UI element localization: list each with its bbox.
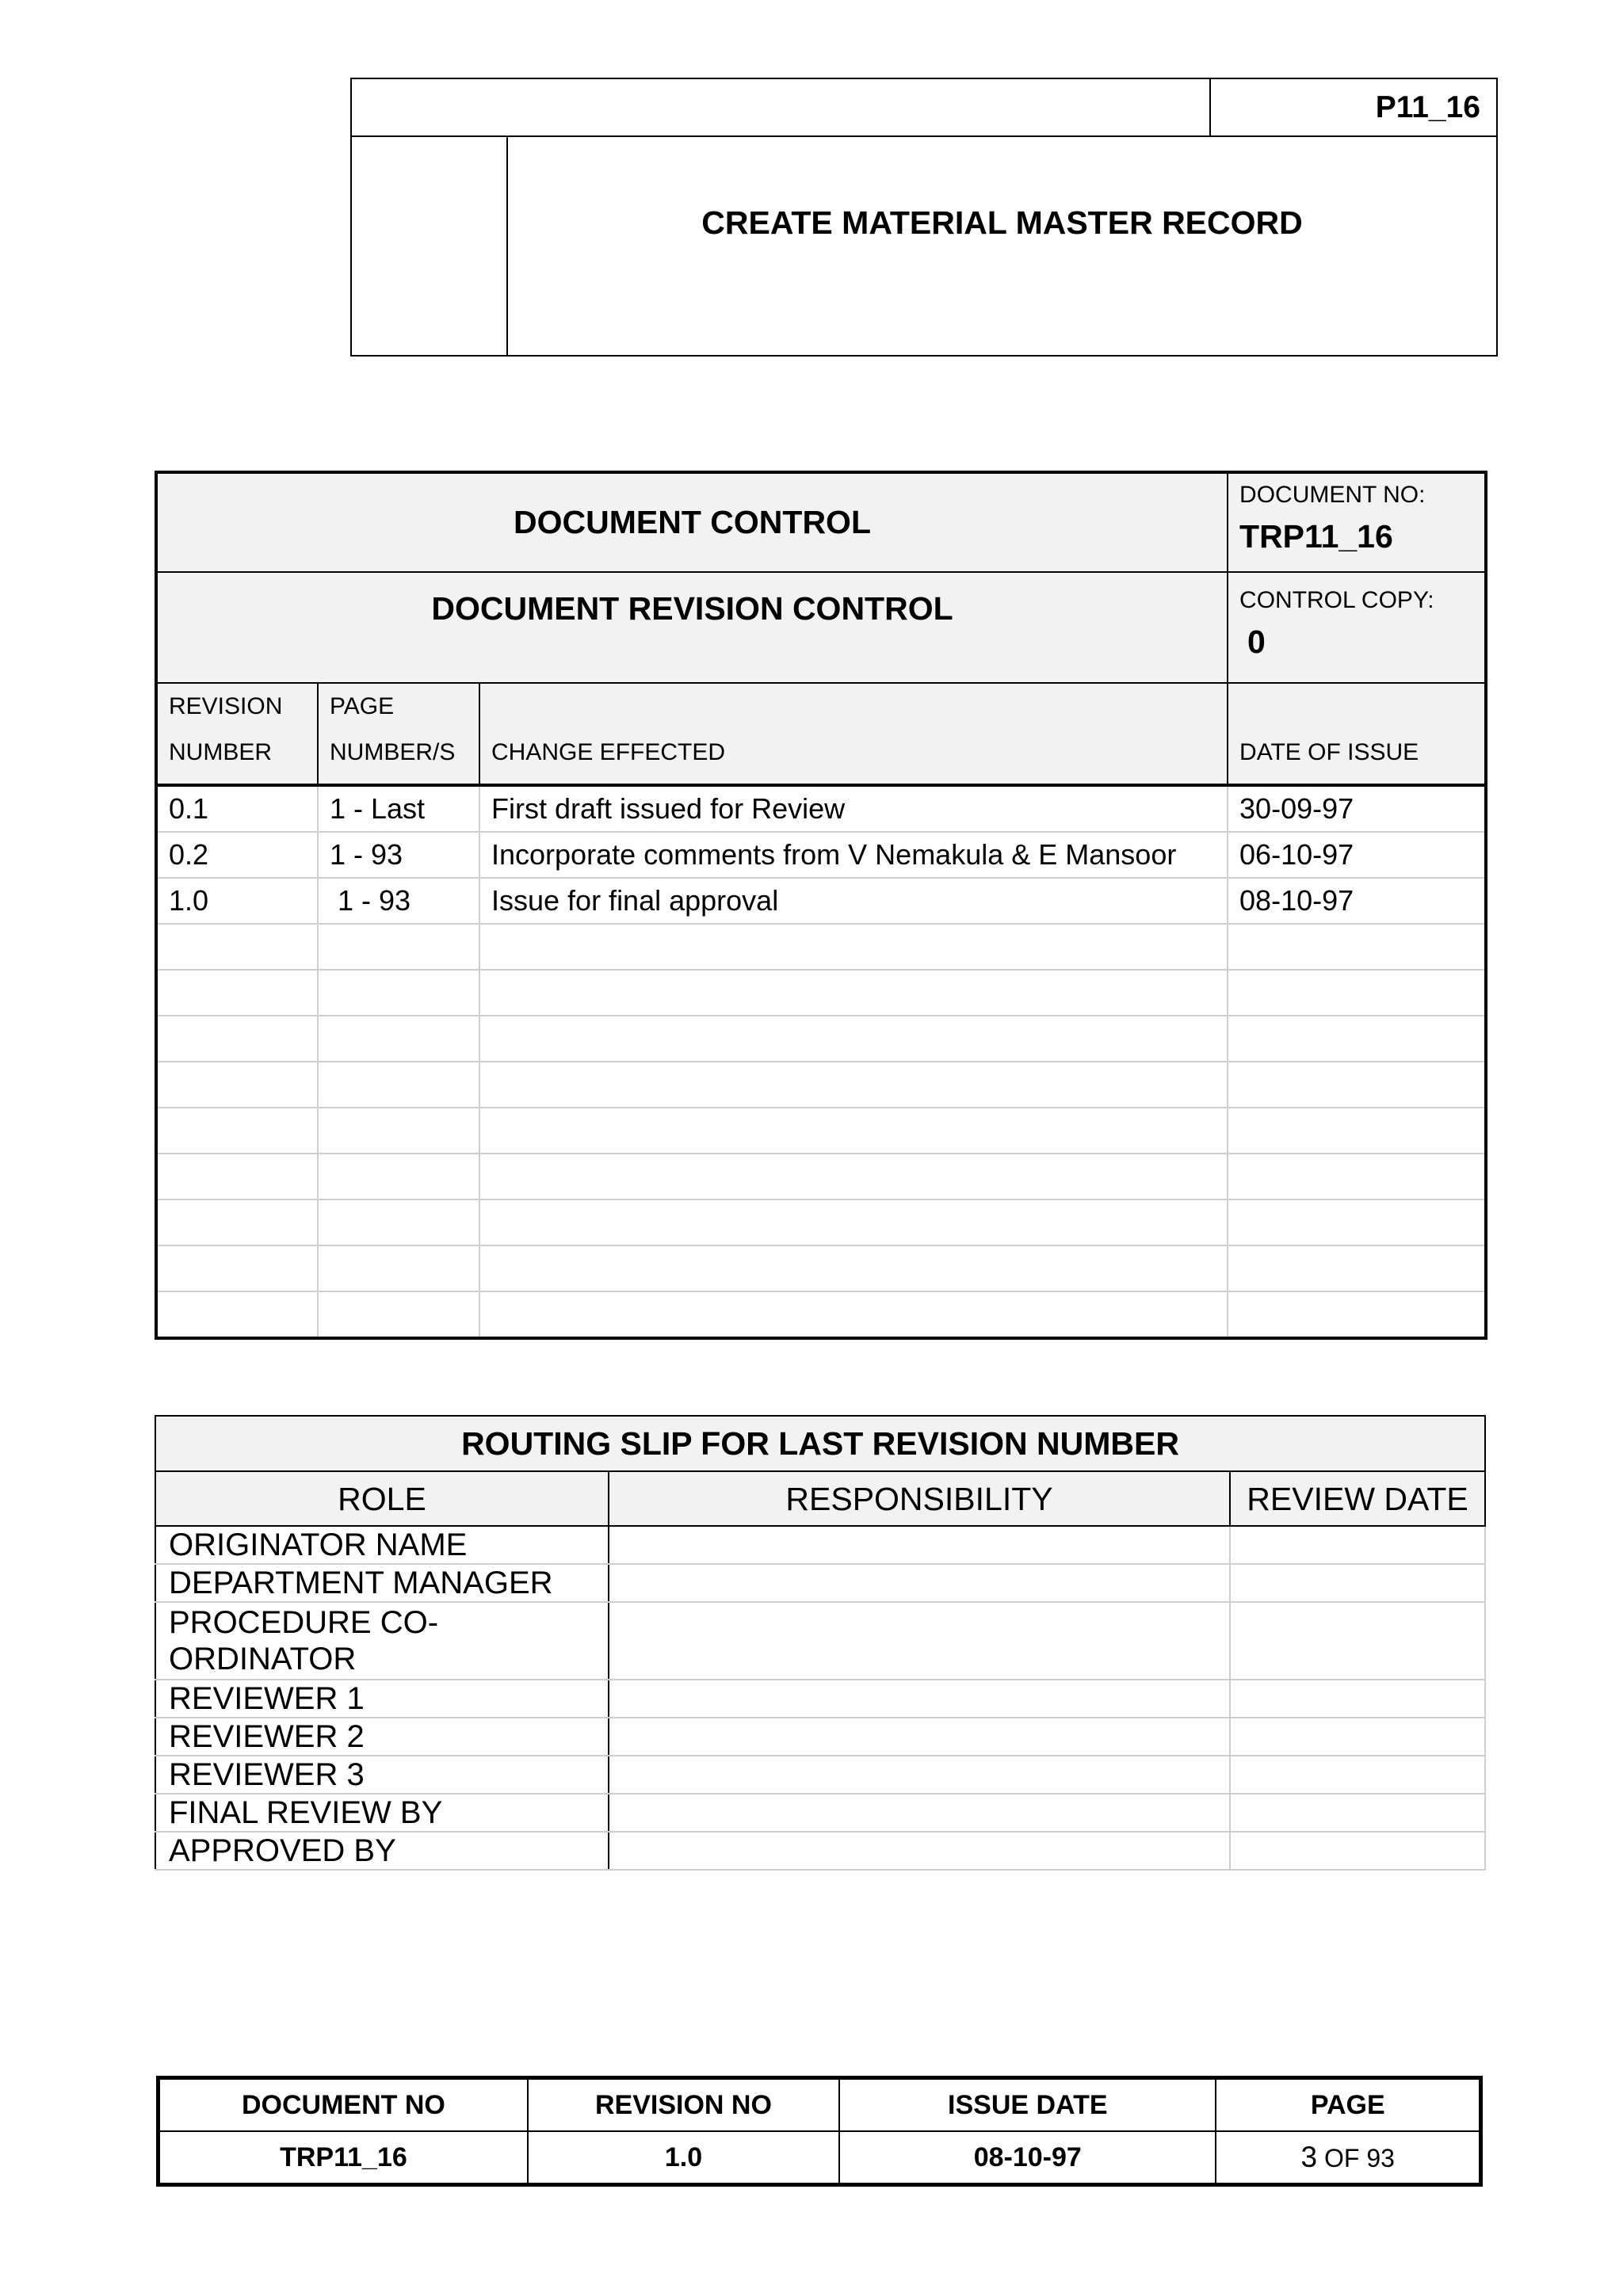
change-effected: Incorporate comments from V Nemakula & E Mansoor	[479, 832, 1228, 878]
role-name: FINAL REVIEW BY	[155, 1794, 609, 1832]
document-no-value: TRP11_16	[1239, 518, 1393, 555]
responsibility-cell	[609, 1602, 1230, 1680]
role-name: REVIEWER 1	[155, 1680, 609, 1718]
date-of-issue: 08-10-97	[1228, 878, 1486, 924]
empty-row	[156, 1291, 1486, 1338]
responsibility-cell	[609, 1832, 1230, 1870]
table-row	[155, 1602, 1485, 1680]
header-logo-cell	[351, 136, 507, 356]
revision-number: 0.2	[156, 832, 318, 878]
procedure-code: P11_16	[1210, 78, 1497, 136]
footer-revision-no-label: REVISION NO	[528, 2078, 839, 2132]
table-row	[155, 1756, 1485, 1794]
empty-row	[156, 970, 1486, 1016]
document-no-cell	[1228, 472, 1486, 572]
footer-document-no: TRP11_16	[158, 2131, 528, 2185]
review-date-cell	[1230, 1680, 1485, 1718]
responsibility-cell	[609, 1526, 1230, 1564]
document-control-table	[155, 471, 1487, 1340]
table-row	[155, 1794, 1485, 1832]
page-total: OF 93	[1317, 2144, 1395, 2172]
empty-row	[156, 1108, 1486, 1154]
responsibility-cell	[609, 1794, 1230, 1832]
control-copy-cell	[1228, 572, 1486, 683]
date-of-issue-header: DATE OF ISSUE	[1228, 683, 1486, 785]
change-effected-header: CHANGE EFFECTED	[479, 683, 1228, 785]
empty-row	[156, 1199, 1486, 1245]
empty-row	[156, 1245, 1486, 1291]
date-of-issue: 06-10-97	[1228, 832, 1486, 878]
footer-revision-no: 1.0	[528, 2131, 839, 2185]
change-effected: First draft issued for Review	[479, 785, 1228, 832]
responsibility-header: RESPONSIBILITY	[609, 1471, 1230, 1526]
review-date-cell	[1230, 1832, 1485, 1870]
role-name: DEPARTMENT MANAGER	[155, 1564, 609, 1602]
table-row	[155, 1680, 1485, 1718]
page-numbers: 1 - 93	[318, 832, 479, 878]
role-name: REVIEWER 3	[155, 1756, 609, 1794]
responsibility-cell	[609, 1718, 1230, 1756]
procedure-title: CREATE MATERIAL MASTER RECORD	[507, 136, 1497, 356]
footer-issue-date-label: ISSUE DATE	[839, 2078, 1216, 2132]
empty-row	[156, 1016, 1486, 1062]
revision-number: 0.1	[156, 785, 318, 832]
review-date-cell	[1230, 1718, 1485, 1756]
table-row	[156, 785, 1486, 832]
table-row	[155, 1564, 1485, 1602]
change-effected: Issue for final approval	[479, 878, 1228, 924]
page-numbers: 1 - 93	[318, 878, 479, 924]
role-name: ORIGINATOR NAME	[155, 1526, 609, 1564]
empty-row	[156, 1154, 1486, 1199]
responsibility-cell	[609, 1756, 1230, 1794]
routing-slip-table	[155, 1415, 1486, 1871]
date-of-issue: 30-09-97	[1228, 785, 1486, 832]
empty-row	[156, 924, 1486, 970]
footer-page-number	[1216, 2131, 1480, 2185]
table-row	[155, 1718, 1485, 1756]
role-name: REVIEWER 2	[155, 1718, 609, 1756]
footer-document-no-label: DOCUMENT NO	[158, 2078, 528, 2132]
control-copy-label: CONTROL COPY:	[1239, 587, 1434, 613]
page-numbers: 1 - Last	[318, 785, 479, 832]
document-control-title: DOCUMENT CONTROL	[156, 472, 1228, 572]
role-name: PROCEDURE CO-ORDINATOR	[155, 1602, 609, 1680]
empty-row	[156, 1062, 1486, 1108]
revision-number: 1.0	[156, 878, 318, 924]
table-row	[155, 1526, 1485, 1564]
control-copy-value: 0	[1247, 624, 1266, 660]
page-number: 3	[1300, 2141, 1318, 2173]
responsibility-cell	[609, 1564, 1230, 1602]
page-numbers-header: PAGE NUMBER/S	[318, 683, 479, 785]
footer-table	[156, 2076, 1483, 2187]
header-blank-cell	[351, 78, 1210, 136]
role-name: APPROVED BY	[155, 1832, 609, 1870]
role-header: ROLE	[155, 1471, 609, 1526]
review-date-cell	[1230, 1564, 1485, 1602]
header-block	[350, 78, 1498, 357]
review-date-cell	[1230, 1602, 1485, 1680]
table-row	[155, 1832, 1485, 1870]
review-date-cell	[1230, 1794, 1485, 1832]
table-row	[156, 878, 1486, 924]
footer-page-label: PAGE	[1216, 2078, 1480, 2132]
review-date-cell	[1230, 1756, 1485, 1794]
table-row	[156, 832, 1486, 878]
routing-slip-title: ROUTING SLIP FOR LAST REVISION NUMBER	[155, 1416, 1485, 1471]
document-no-label: DOCUMENT NO:	[1239, 482, 1426, 508]
footer-issue-date: 08-10-97	[839, 2131, 1216, 2185]
revision-number-header: REVISION NUMBER	[156, 683, 318, 785]
revision-control-title: DOCUMENT REVISION CONTROL	[156, 572, 1228, 683]
responsibility-cell	[609, 1680, 1230, 1718]
review-date-header: REVIEW DATE	[1230, 1471, 1485, 1526]
review-date-cell	[1230, 1526, 1485, 1564]
